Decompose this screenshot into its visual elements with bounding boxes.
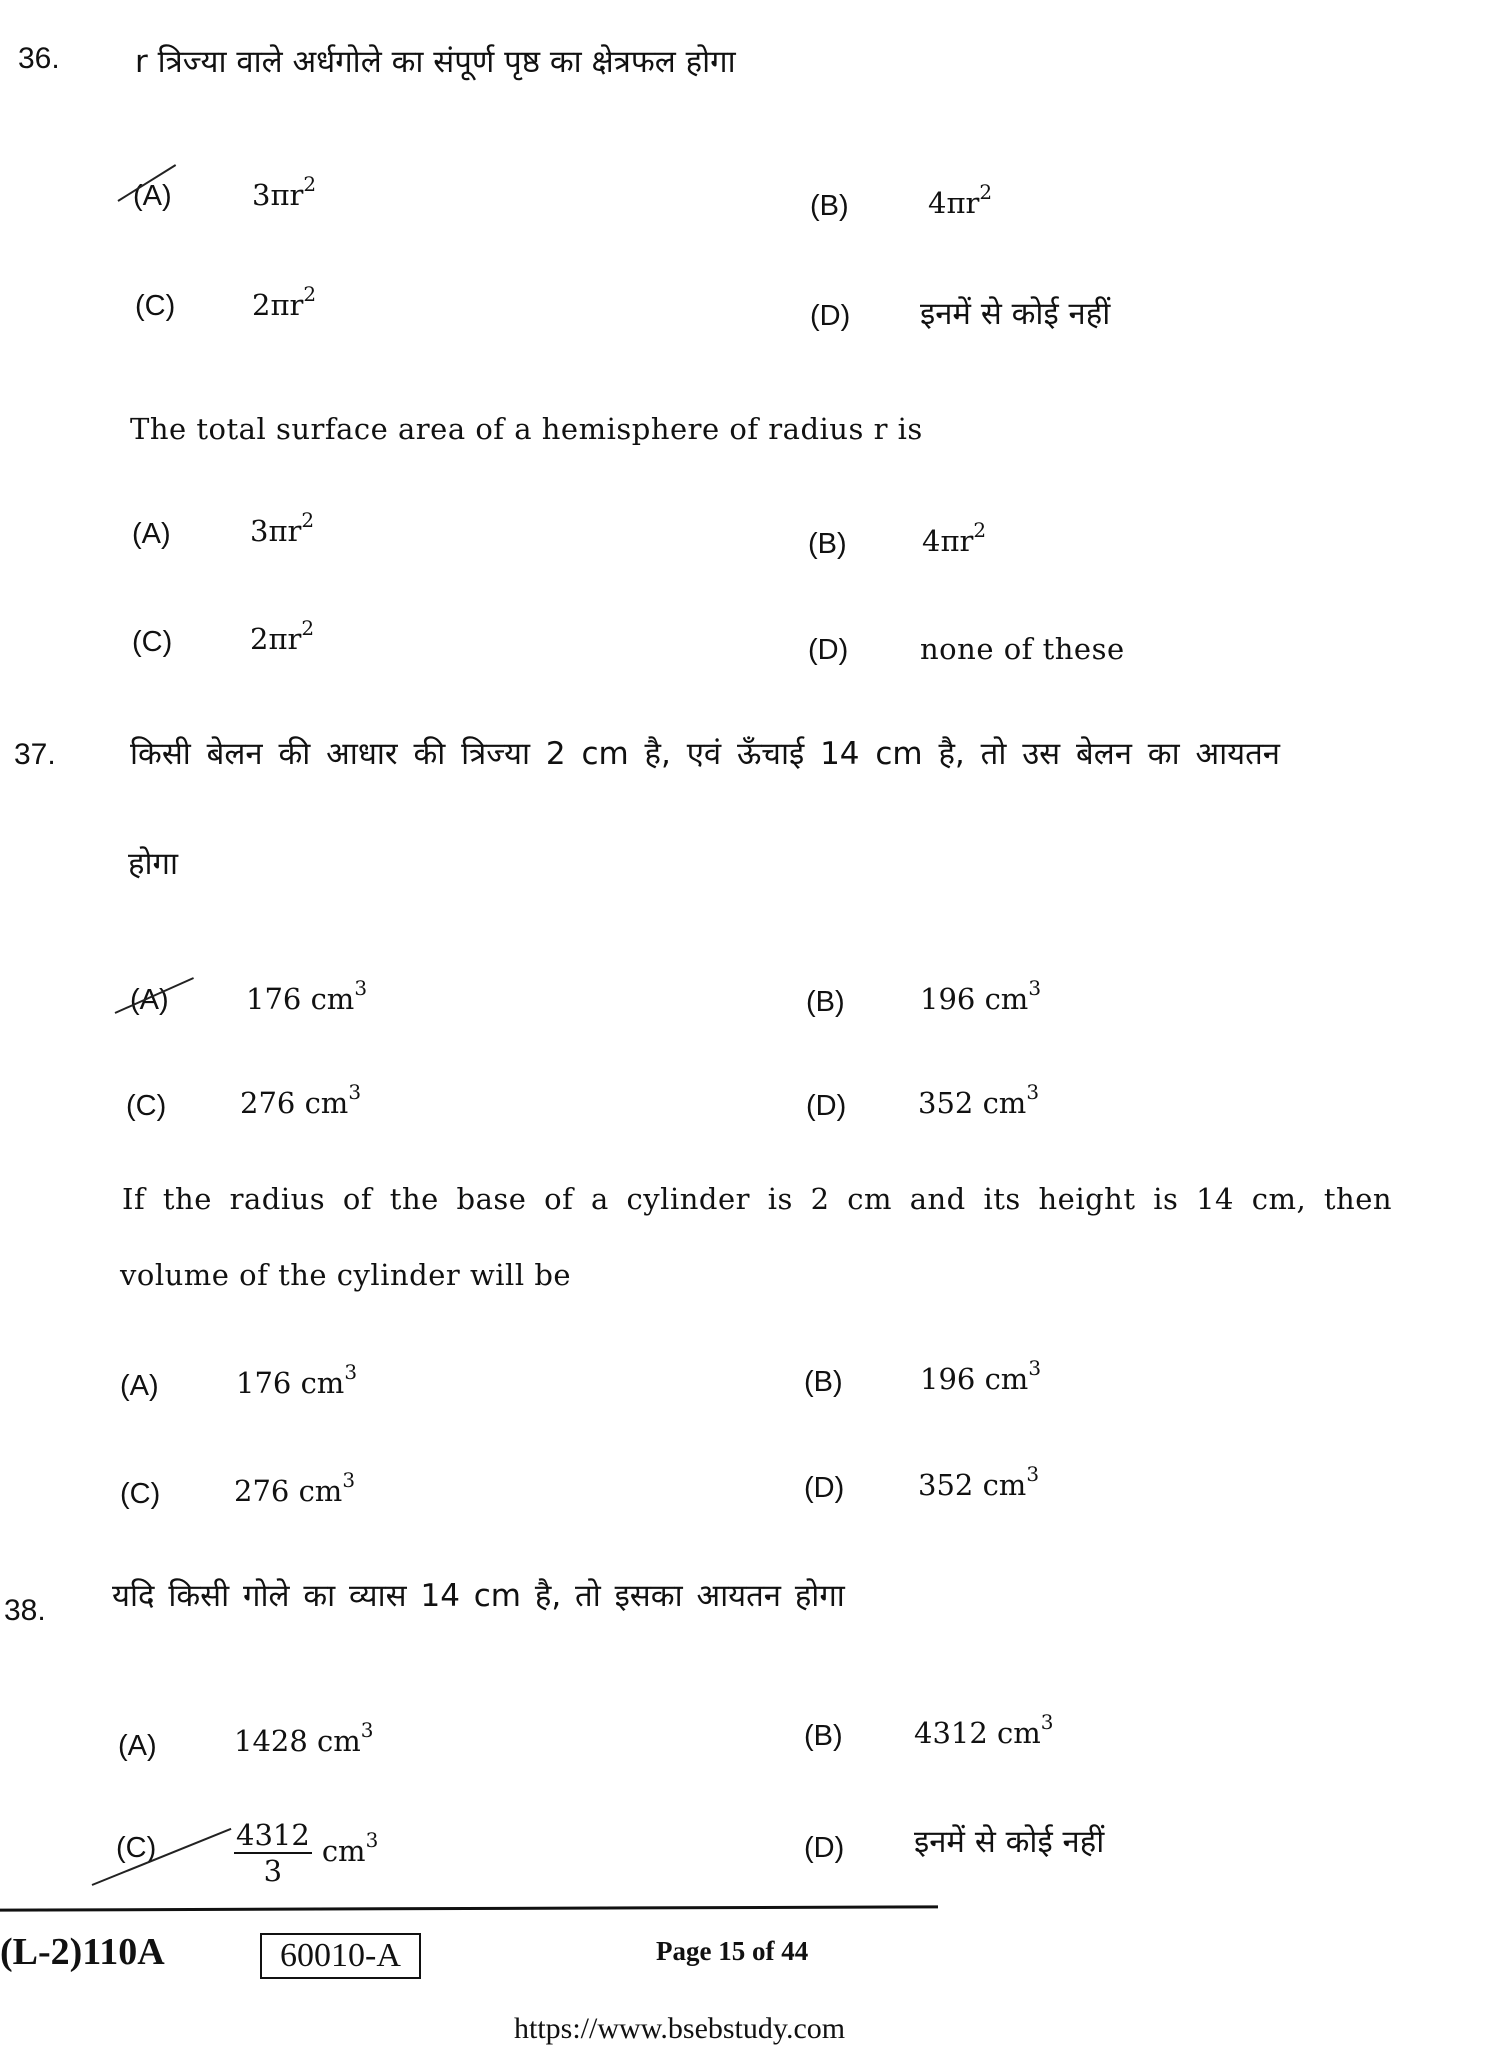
- q36-hi-option-c-label: (C): [135, 290, 176, 322]
- q37-en-option-b-label: (B): [804, 1366, 843, 1398]
- q37-hi-option-a-value: 176 $cm^3$: [246, 976, 368, 1016]
- q37-hi-option-a-label: (A): [130, 984, 169, 1016]
- paper-reference: (L-2)110A: [0, 1931, 165, 1973]
- q38-option-a-value: 1428 $cm^3$: [234, 1718, 374, 1758]
- q37-en-option-c-label: (C): [120, 1478, 161, 1510]
- q37-hi-option-d-value: 352 $cm^3$: [918, 1080, 1040, 1120]
- q36-en-option-d-value: none of these: [920, 632, 1125, 666]
- page-number: Page 15 of 44: [656, 1936, 809, 1966]
- q36-hi-option-c-value: $2\pi r^2$: [252, 282, 317, 322]
- q36-hi-option-b-label: (B): [810, 190, 849, 222]
- q38-option-d-value: इनमें से कोई नहीं: [914, 1824, 1105, 1860]
- q37-en-option-c-value: 276 $cm^3$: [234, 1468, 356, 1508]
- q36-en-option-a-label: (A): [132, 518, 171, 550]
- q36-en-option-b-label: (B): [808, 528, 847, 560]
- source-url: https://www.bsebstudy.com: [514, 2012, 846, 2045]
- footer-divider: [0, 1905, 938, 1911]
- q36-en-option-a-value: $3\pi r^2$: [250, 508, 315, 548]
- q38-option-a-label: (A): [118, 1730, 157, 1762]
- q37-en-option-d-label: (D): [804, 1472, 845, 1504]
- q37-hi-option-b-label: (B): [806, 986, 845, 1018]
- q36-en-option-b-value: $4\pi r^2$: [922, 518, 987, 558]
- question-36-english-text: The total surface area of a hemisphere of radius r is: [130, 412, 923, 446]
- q36-hi-option-d-value: इनमें से कोई नहीं: [920, 296, 1111, 332]
- q38-option-c-value: $\frac{4312}{3}$ $cm^3$: [236, 1818, 379, 1888]
- q38-option-b-label: (B): [804, 1720, 843, 1752]
- question-36-hindi-text: r त्रिज्या वाले अर्धगोले का संपूर्ण पृष्ठ का क्षेत्रफल होगा: [135, 44, 736, 80]
- q36-hi-option-d-label: (D): [810, 300, 851, 332]
- q37-en-option-b-value: 196 $cm^3$: [920, 1356, 1042, 1396]
- q37-hi-option-c-label: (C): [126, 1090, 167, 1122]
- q37-hi-option-c-value: 276 $cm^3$: [240, 1080, 362, 1120]
- q38-option-c-label: (C): [116, 1832, 157, 1864]
- question-37-number: 37.: [14, 738, 56, 771]
- q37-en-option-d-value: 352 $cm^3$: [918, 1462, 1040, 1502]
- fraction: $\frac{4312}{3}$: [236, 1818, 310, 1888]
- question-36-number: 36.: [18, 42, 60, 75]
- q36-hi-option-a-label: (A): [133, 180, 172, 212]
- answer-tick-mark: [92, 1828, 232, 1886]
- q36-en-option-c-value: $2\pi r^2$: [250, 616, 315, 656]
- q36-en-option-d-label: (D): [808, 634, 849, 666]
- question-37-hindi-text-line1: किसी बेलन की आधार की त्रिज्या 2 cm है, एवं ऊँचाई 14 cm है, तो उस बेलन का आयतन: [130, 736, 1280, 772]
- paper-code-box: 60010-A: [260, 1933, 421, 1979]
- question-38-number: 38.: [4, 1594, 46, 1627]
- q38-option-b-value: 4312 $cm^3$: [914, 1710, 1054, 1750]
- q37-en-option-a-label: (A): [120, 1370, 159, 1402]
- q36-hi-option-a-value: $3\pi r^2$: [252, 172, 317, 212]
- q37-en-option-a-value: 176 $cm^3$: [236, 1360, 358, 1400]
- q36-en-option-c-label: (C): [132, 626, 173, 658]
- question-37-hindi-text-line2: होगा: [128, 846, 178, 882]
- q37-hi-option-b-value: 196 $cm^3$: [920, 976, 1042, 1016]
- question-38-hindi-text: यदि किसी गोले का व्यास 14 cm है, तो इसका आयतन होगा: [112, 1578, 845, 1614]
- question-37-english-text-line2: volume of the cylinder will be: [120, 1258, 572, 1292]
- question-37-english-text-line1: If the radius of the base of a cylinder is 2 cm and its height is 14 cm, then: [122, 1182, 1393, 1216]
- q38-option-d-label: (D): [804, 1832, 845, 1864]
- q37-hi-option-d-label: (D): [806, 1090, 847, 1122]
- q36-hi-option-b-value: $4\pi r^2$: [928, 180, 993, 220]
